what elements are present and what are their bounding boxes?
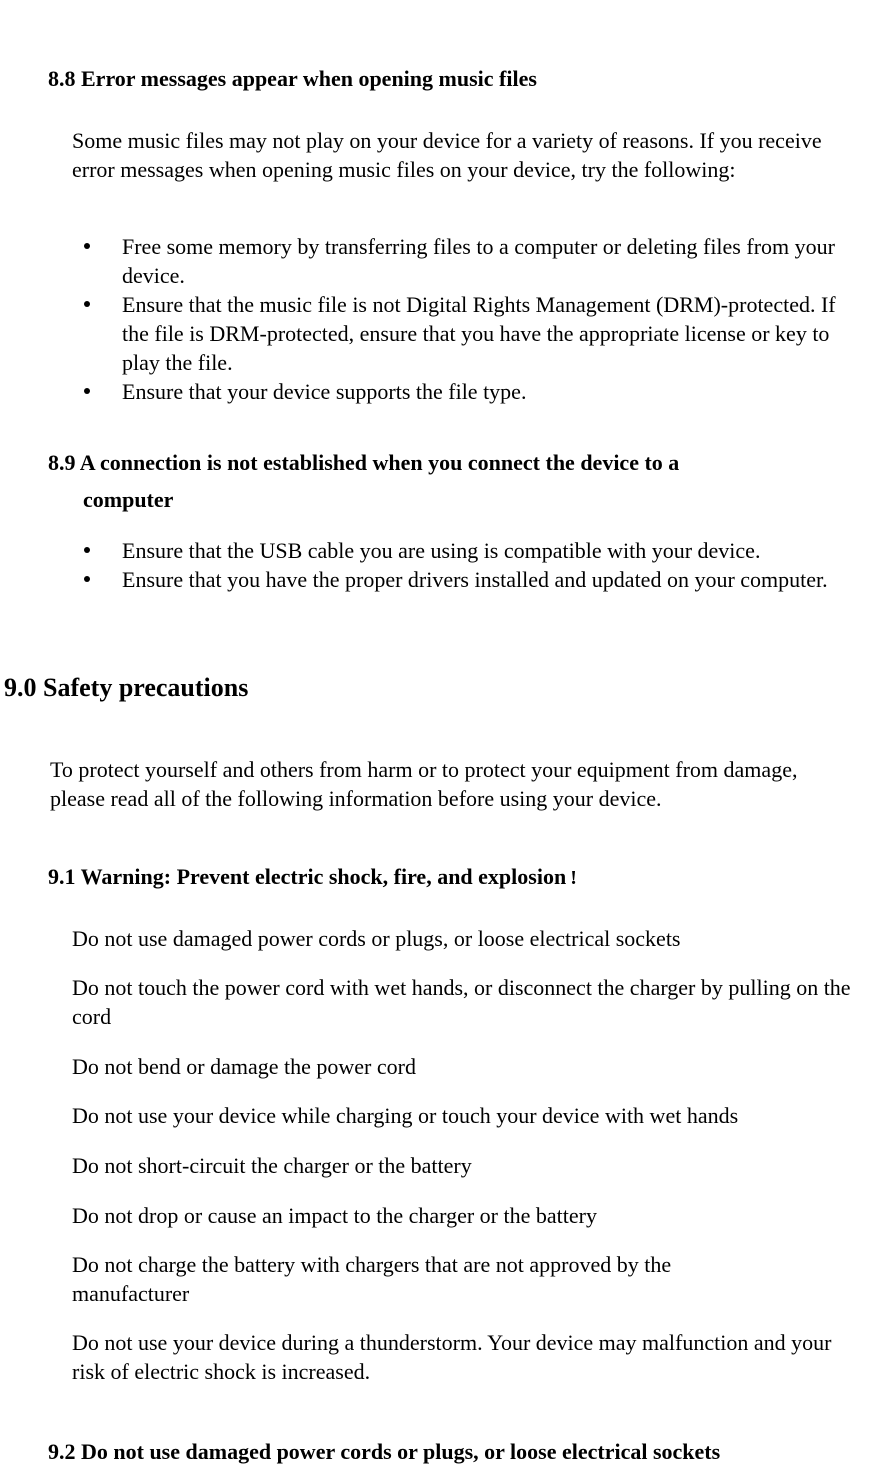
intro-9-0: To protect yourself and others from harm or to protect your equipment from damage, please read all of the following information before using your device.: [50, 757, 798, 811]
bullet-icon: [84, 388, 90, 394]
warning-item: Do not use damaged power cords or plugs, or loose electrical sockets: [72, 926, 681, 951]
bullet-icon: [84, 576, 90, 582]
heading-8-8: 8.8 Error messages appear when opening music files: [48, 66, 537, 91]
bullet-icon: [84, 547, 90, 553]
list-item: [72, 377, 862, 406]
list-item-text: Ensure that the music file is not Digital Rights Management (DRM)-protected. If the file is DRM-protected, ensure that you have the appropriate license or key to play the file.: [122, 292, 836, 375]
heading-8-9-continued: computer: [83, 487, 174, 512]
heading-8-9: 8.9 A connection is not established when you connect the device to a: [48, 450, 680, 475]
list-item-text: Ensure that your device supports the file type.: [122, 379, 527, 404]
heading-9-0: 9.0 Safety precautions: [4, 673, 249, 702]
bullet-icon: [84, 243, 90, 249]
warning-item: Do not charge the battery with chargers that are not approved by the manufacturer: [72, 1252, 672, 1306]
heading-9-2: 9.2 Do not use damaged power cords or plugs, or loose electrical sockets: [48, 1439, 721, 1464]
list-item-text: Ensure that the USB cable you are using is compatible with your device.: [122, 538, 761, 563]
list-item: [72, 565, 842, 594]
heading-9-1-text: 9.1 Warning: Prevent electric shock, fire, and explosion: [48, 864, 567, 889]
warning-item: Do not short-circuit the charger or the battery: [72, 1153, 472, 1178]
list-item: [72, 536, 872, 565]
warning-item: Do not use your device during a thunderstorm. Your device may malfunction and your risk of electric shock is increased.: [72, 1330, 832, 1384]
heading-9-1: [48, 858, 577, 897]
list-item-text: Ensure that you have the proper drivers installed and updated on your computer.: [122, 567, 828, 592]
bullet-icon: [84, 301, 90, 307]
exclamation-icon: !: [570, 867, 577, 889]
warning-item: Do not drop or cause an impact to the charger or the battery: [72, 1203, 597, 1228]
list-item-text: Free some memory by transferring files to a computer or deleting files from your device.: [122, 234, 835, 288]
intro-8-8: Some music files may not play on your device for a variety of reasons. If you receive error messages when opening music files on your device, try the following:: [72, 128, 822, 182]
list-item: [72, 290, 862, 377]
bullet-list-8-9: [72, 536, 872, 594]
warning-item: Do not bend or damage the power cord: [72, 1054, 416, 1079]
bullet-list-8-8: [72, 232, 862, 406]
list-item: [72, 232, 862, 290]
warning-item: Do not touch the power cord with wet hands, or disconnect the charger by pulling on the cord: [72, 975, 851, 1029]
warning-item: Do not use your device while charging or touch your device with wet hands: [72, 1103, 739, 1128]
